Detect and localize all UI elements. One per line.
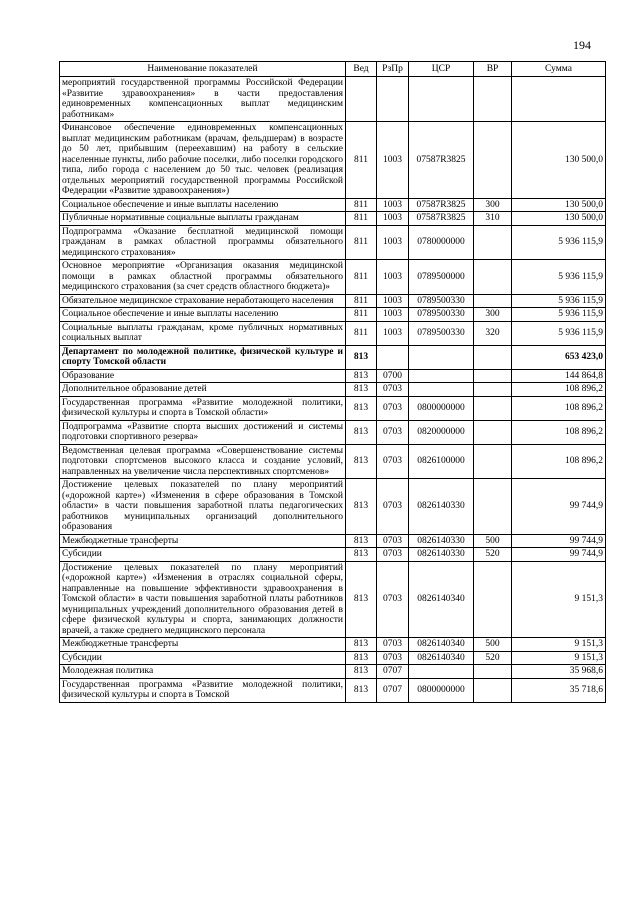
cell-sum: 99 744,9 [512, 534, 606, 548]
cell-ved [346, 77, 377, 122]
cell-rzpr: 1003 [377, 212, 409, 226]
cell-vr [474, 77, 512, 122]
table-row [60, 479, 606, 535]
cell-vr [474, 225, 512, 260]
cell-vr: 300 [474, 198, 512, 212]
table-row [60, 122, 606, 199]
cell-csr: 0826140330 [409, 534, 474, 548]
cell-csr: 0789500330 [409, 294, 474, 308]
budget-table [59, 61, 606, 703]
cell-csr: 0826140340 [409, 651, 474, 665]
cell-name: Образование [60, 369, 346, 383]
cell-name: Достижение целевых показателей по плану мероприятий («дорожной карте») «Изменения в отраслях социальной сферы, направленные на повышение эффективности здравоохранения в Томской области» в части повышения заработной платы работников муниципальных учреждений дополнительного образования детей в сфере физической культуры и спорта, занимающих должности врачей, а также среднего медицинского персонала [60, 561, 346, 638]
cell-csr: 0789500000 [409, 260, 474, 295]
cell-ved: 813 [346, 369, 377, 383]
cell-rzpr: 1003 [377, 308, 409, 322]
cell-vr [474, 294, 512, 308]
cell-vr: 320 [474, 321, 512, 345]
table-row [60, 225, 606, 260]
cell-vr [474, 369, 512, 383]
table-row [60, 678, 606, 702]
header-name: Наименование показателей [60, 62, 346, 77]
cell-name: Социальное обеспечение и иные выплаты населению [60, 308, 346, 322]
cell-ved: 813 [346, 383, 377, 397]
cell-vr [474, 444, 512, 479]
cell-vr [474, 345, 512, 369]
table-row [60, 212, 606, 226]
cell-sum: 130 500,0 [512, 122, 606, 199]
cell-rzpr: 0703 [377, 651, 409, 665]
cell-name: Молодежная политика [60, 665, 346, 679]
cell-rzpr: 1003 [377, 260, 409, 295]
table-row [60, 369, 606, 383]
cell-csr: 07587R3825 [409, 122, 474, 199]
header-rzpr: РзПр [377, 62, 409, 77]
cell-ved: 811 [346, 122, 377, 199]
cell-ved: 811 [346, 198, 377, 212]
table-row [60, 396, 606, 420]
cell-ved: 813 [346, 651, 377, 665]
cell-sum: 130 500,0 [512, 198, 606, 212]
header-sum: Сумма [512, 62, 606, 77]
cell-rzpr: 1003 [377, 294, 409, 308]
cell-sum: 9 151,3 [512, 638, 606, 652]
cell-rzpr: 1003 [377, 122, 409, 199]
cell-vr [474, 561, 512, 638]
cell-vr [474, 678, 512, 702]
cell-name: Социальные выплаты гражданам, кроме публичных нормативных социальных выплат [60, 321, 346, 345]
cell-name: Межбюджетные трансферты [60, 638, 346, 652]
cell-sum: 5 936 115,9 [512, 260, 606, 295]
table-row [60, 321, 606, 345]
table-row [60, 548, 606, 562]
cell-sum: 35 718,6 [512, 678, 606, 702]
cell-csr: 0800000000 [409, 678, 474, 702]
table-row [60, 77, 606, 122]
table-row [60, 294, 606, 308]
cell-ved: 813 [346, 479, 377, 535]
header-csr: ЦСР [409, 62, 474, 77]
cell-sum: 653 423,0 [512, 345, 606, 369]
cell-ved: 813 [346, 396, 377, 420]
cell-ved: 813 [346, 444, 377, 479]
cell-csr: 07587R3825 [409, 198, 474, 212]
table-row [60, 665, 606, 679]
cell-name: Субсидии [60, 548, 346, 562]
cell-csr: 07587R3825 [409, 212, 474, 226]
cell-name: Основное мероприятие «Организация оказания медицинской помощи в рамках областной программы обязательного медицинского страхования (за счет средств областного бюджета)» [60, 260, 346, 295]
table-row [60, 198, 606, 212]
cell-rzpr: 0703 [377, 638, 409, 652]
cell-name: Ведомственная целевая программа «Совершенствование системы подготовки спортсменов высокого класса и создание условий, направленных на увеличение числа перспективных спортсменов» [60, 444, 346, 479]
cell-sum: 9 151,3 [512, 561, 606, 638]
cell-name: Субсидии [60, 651, 346, 665]
cell-name: Финансовое обеспечение единовременных компенсационных выплат медицинским работникам (врачам, фельдшерам) в возрасте до 50 лет, прибывшим (переехавшим) на работу в сельские населенные пункты, либо рабочие поселки, либо поселки городского типа, либо города с населением до 50 тыс. человек (реализация отдельных мероприятий государственной программы Российской Федерации «Развитие здравоохранения») [60, 122, 346, 199]
page-number: 194 [573, 38, 591, 52]
cell-ved: 813 [346, 345, 377, 369]
table-header-row [60, 62, 606, 77]
cell-vr: 500 [474, 534, 512, 548]
cell-csr: 0800000000 [409, 396, 474, 420]
cell-rzpr: 0700 [377, 369, 409, 383]
cell-sum: 108 896,2 [512, 396, 606, 420]
cell-sum: 99 744,9 [512, 479, 606, 535]
cell-ved: 813 [346, 665, 377, 679]
cell-name: Достижение целевых показателей по плану мероприятий («дорожной карте») «Изменения в сфере образования в Томской области» в части повышения заработной платы педагогических работников муниципальных организаций дополнительного образования [60, 479, 346, 535]
cell-sum: 35 968,6 [512, 665, 606, 679]
table-row [60, 420, 606, 444]
cell-ved: 813 [346, 534, 377, 548]
table-row [60, 383, 606, 397]
cell-vr [474, 420, 512, 444]
cell-vr [474, 383, 512, 397]
cell-vr [474, 122, 512, 199]
cell-rzpr: 0703 [377, 534, 409, 548]
cell-csr: 0789500330 [409, 321, 474, 345]
cell-vr [474, 396, 512, 420]
cell-csr: 0820000000 [409, 420, 474, 444]
cell-csr: 0780000000 [409, 225, 474, 260]
cell-name: Обязательное медицинское страхование неработающего населения [60, 294, 346, 308]
cell-csr: 0826100000 [409, 444, 474, 479]
cell-csr: 0826140330 [409, 548, 474, 562]
cell-ved: 811 [346, 308, 377, 322]
cell-name: Дополнительное образование детей [60, 383, 346, 397]
cell-sum: 144 864,8 [512, 369, 606, 383]
cell-ved: 811 [346, 212, 377, 226]
cell-vr: 520 [474, 548, 512, 562]
cell-ved: 811 [346, 321, 377, 345]
cell-name: Государственная программа «Развитие молодежной политики, физической культуры и спорта в Томской [60, 678, 346, 702]
cell-sum: 108 896,2 [512, 444, 606, 479]
cell-csr [409, 383, 474, 397]
cell-rzpr [377, 77, 409, 122]
cell-sum: 9 151,3 [512, 651, 606, 665]
table-row [60, 444, 606, 479]
cell-ved: 813 [346, 561, 377, 638]
table-row [60, 345, 606, 369]
table-row [60, 534, 606, 548]
cell-rzpr: 1003 [377, 198, 409, 212]
cell-rzpr [377, 345, 409, 369]
cell-rzpr: 0703 [377, 548, 409, 562]
header-vr: ВР [474, 62, 512, 77]
cell-csr [409, 665, 474, 679]
cell-ved: 813 [346, 638, 377, 652]
cell-name: мероприятий государственной программы Российской Федерации «Развитие здравоохранения» в части предоставления единовременных компенсационных выплат медицинским работникам» [60, 77, 346, 122]
cell-vr: 520 [474, 651, 512, 665]
cell-vr: 310 [474, 212, 512, 226]
cell-name: Подпрограмма «Оказание бесплатной медицинской помощи гражданам в рамках областной программы обязательного медицинского страхования» [60, 225, 346, 260]
cell-ved: 811 [346, 225, 377, 260]
cell-rzpr: 0703 [377, 420, 409, 444]
cell-sum [512, 77, 606, 122]
cell-sum: 108 896,2 [512, 383, 606, 397]
cell-name: Публичные нормативные социальные выплаты гражданам [60, 212, 346, 226]
table-row [60, 651, 606, 665]
cell-ved: 811 [346, 294, 377, 308]
cell-sum: 130 500,0 [512, 212, 606, 226]
cell-csr: 0826140340 [409, 638, 474, 652]
cell-name: Государственная программа «Развитие молодежной политики, физической культуры и спорта в Томской области» [60, 396, 346, 420]
cell-rzpr: 0703 [377, 561, 409, 638]
table-row [60, 638, 606, 652]
cell-rzpr: 1003 [377, 225, 409, 260]
cell-rzpr: 0703 [377, 479, 409, 535]
cell-sum: 5 936 115,9 [512, 294, 606, 308]
cell-csr [409, 345, 474, 369]
table-row [60, 260, 606, 295]
cell-vr [474, 665, 512, 679]
header-ved: Вед [346, 62, 377, 77]
cell-name: Межбюджетные трансферты [60, 534, 346, 548]
cell-rzpr: 0703 [377, 444, 409, 479]
cell-sum: 108 896,2 [512, 420, 606, 444]
cell-rzpr: 1003 [377, 321, 409, 345]
cell-rzpr: 0707 [377, 678, 409, 702]
cell-ved: 813 [346, 678, 377, 702]
cell-name: Подпрограмма «Развитие спорта высших достижений и системы подготовки спортивного резерва» [60, 420, 346, 444]
cell-csr [409, 77, 474, 122]
cell-sum: 5 936 115,9 [512, 321, 606, 345]
cell-rzpr: 0703 [377, 383, 409, 397]
cell-ved: 813 [346, 548, 377, 562]
cell-vr [474, 260, 512, 295]
table-body [60, 77, 606, 703]
cell-csr: 0826140340 [409, 561, 474, 638]
cell-ved: 813 [346, 420, 377, 444]
cell-name: Социальное обеспечение и иные выплаты населению [60, 198, 346, 212]
cell-name: Департамент по молодежной политике, физической культуре и спорту Томской области [60, 345, 346, 369]
cell-csr: 0789500330 [409, 308, 474, 322]
cell-rzpr: 0703 [377, 396, 409, 420]
cell-vr: 500 [474, 638, 512, 652]
cell-sum: 5 936 115,9 [512, 308, 606, 322]
cell-sum: 99 744,9 [512, 548, 606, 562]
cell-csr [409, 369, 474, 383]
table-row [60, 561, 606, 638]
cell-csr: 0826140330 [409, 479, 474, 535]
cell-rzpr: 0707 [377, 665, 409, 679]
table-row [60, 308, 606, 322]
cell-vr: 300 [474, 308, 512, 322]
cell-sum: 5 936 115,9 [512, 225, 606, 260]
cell-vr [474, 479, 512, 535]
cell-ved: 811 [346, 260, 377, 295]
